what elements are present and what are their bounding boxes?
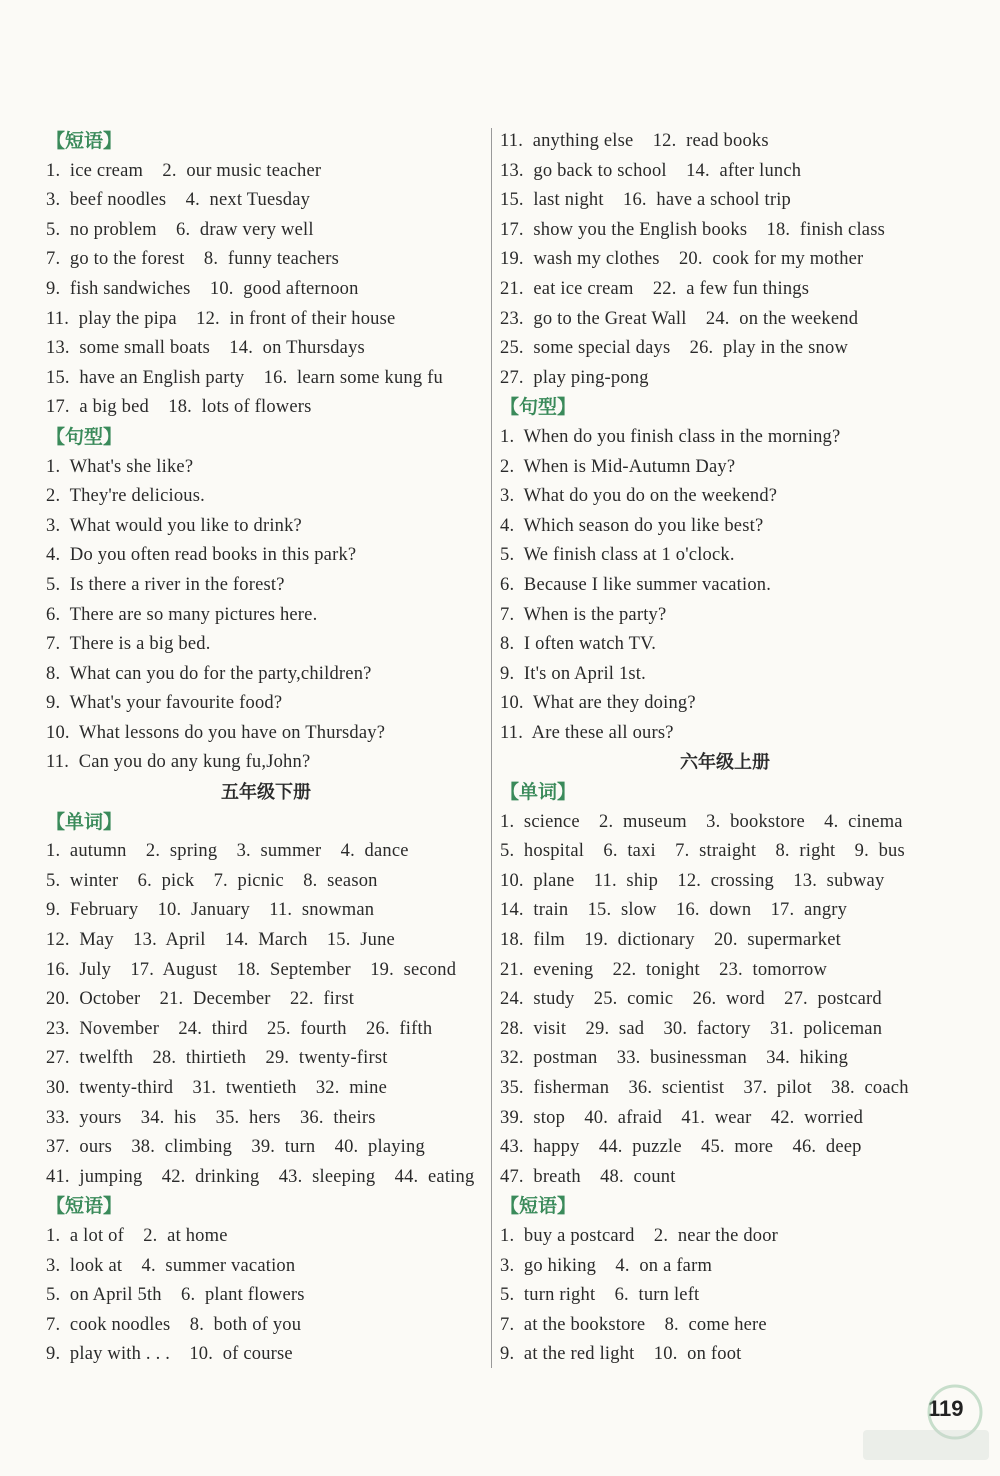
- answer-line: 14. train 15. slow 16. down 17. angry: [500, 900, 848, 921]
- answer-line: 5. turn right 6. turn left: [500, 1285, 700, 1306]
- left-column: [46, 127, 486, 1370]
- answer-line: 5. hospital 6. taxi 7. straight 8. right 9. bus: [500, 841, 905, 862]
- answer-line: 17. show you the English books 18. finish class: [500, 219, 886, 240]
- answer-line: 1. buy a postcard 2. near the door: [500, 1225, 779, 1246]
- answer-line: 9. What's your favourite food?: [46, 693, 283, 714]
- answer-line: 7. at the bookstore 8. come here: [500, 1314, 767, 1335]
- answer-line: 30. twenty-third 31. twentieth 32. mine: [46, 1078, 388, 1098]
- watermark-logo: [855, 1380, 995, 1470]
- answer-line: 5. We finish class at 1 o'clock.: [500, 545, 735, 566]
- answer-line: 3. What do you do on the weekend?: [500, 486, 778, 507]
- answer-line: 37. ours 38. climbing 39. turn 40. playing: [46, 1137, 425, 1158]
- right-column: [500, 127, 950, 1370]
- section-heading: 【单词】: [46, 810, 123, 833]
- answer-line: 13. some small boats 14. on Thursdays: [46, 338, 365, 359]
- grade-title: 五年级下册: [221, 782, 311, 804]
- answer-line: 2. When is Mid-Autumn Day?: [500, 456, 736, 477]
- answer-line: 17. a big bed 18. lots of flowers: [46, 397, 312, 418]
- answer-line: 1. a lot of 2. at home: [46, 1225, 228, 1246]
- grade-title: 六年级上册: [680, 752, 770, 774]
- answer-line: 10. What lessons do you have on Thursday?: [46, 722, 386, 743]
- answer-line: 7. When is the party?: [500, 604, 667, 625]
- section-heading: 【单词】: [500, 781, 577, 804]
- answer-line: 9. fish sandwiches 10. good afternoon: [46, 278, 359, 299]
- answer-line: 11. Are these all ours?: [500, 722, 674, 743]
- answer-line: 21. eat ice cream 22. a few fun things: [500, 278, 810, 299]
- answer-line: 43. happy 44. puzzle 45. more 46. deep: [500, 1137, 862, 1158]
- answer-line: 24. study 25. comic 26. word 27. postcard: [500, 989, 882, 1010]
- section-heading: 【短语】: [46, 1195, 123, 1218]
- answer-line: 4. Do you often read books in this park?: [46, 545, 357, 566]
- answer-line: 5. no problem 6. draw very well: [46, 219, 314, 240]
- answer-line: 13. go back to school 14. after lunch: [500, 160, 802, 181]
- answer-line: 18. film 19. dictionary 20. supermarket: [500, 930, 841, 951]
- section-heading: 【短语】: [46, 130, 123, 152]
- answer-line: 1. science 2. museum 3. bookstore 4. cinema: [500, 811, 903, 832]
- answer-line: 1. ice cream 2. our music teacher: [46, 160, 322, 181]
- answer-line: 1. What's she like?: [46, 456, 194, 477]
- answer-line: 33. yours 34. his 35. hers 36. theirs: [46, 1107, 376, 1128]
- answer-line: 19. wash my clothes 20. cook for my mother: [500, 249, 864, 270]
- answer-line: 12. May 13. April 14. March 15. June: [46, 930, 395, 951]
- answer-line: 3. What would you like to drink?: [46, 515, 302, 536]
- answer-line: 20. October 21. December 22. first: [46, 989, 355, 1010]
- answer-line: 10. What are they doing?: [500, 693, 696, 714]
- section-heading: 【短语】: [500, 1195, 577, 1218]
- answer-line: 15. have an English party 16. learn some kung fu: [46, 367, 443, 388]
- answer-line: 3. beef noodles 4. next Tuesday: [46, 190, 311, 211]
- page-number: 119: [928, 1396, 964, 1421]
- answer-line: 41. jumping 42. drinking 43. sleeping 44. eating: [46, 1166, 475, 1187]
- answer-line: 16. July 17. August 18. September 19. second: [46, 959, 457, 980]
- answer-line: 47. breath 48. count: [500, 1166, 676, 1187]
- answer-line: 11. play the pipa 12. in front of their house: [46, 308, 396, 329]
- answer-line: 1. autumn 2. spring 3. summer 4. dance: [46, 841, 409, 862]
- answer-line: 32. postman 33. businessman 34. hiking: [500, 1048, 849, 1069]
- answer-line: 3. look at 4. summer vacation: [46, 1255, 296, 1276]
- answer-line: 11. anything else 12. read books: [500, 131, 769, 151]
- answer-line: 2. They're delicious.: [46, 486, 205, 507]
- section-heading: 【句型】: [46, 425, 123, 448]
- answer-line: 8. What can you do for the party,children?: [46, 663, 372, 684]
- answer-line: 1. When do you finish class in the morning?: [500, 426, 841, 447]
- answer-line: 9. at the red light 10. on foot: [500, 1344, 742, 1365]
- answer-line: 23. November 24. third 25. fourth 26. fifth: [46, 1018, 433, 1039]
- answer-line: 10. plane 11. ship 12. crossing 13. subway: [500, 870, 885, 891]
- answer-line: 27. twelfth 28. thirtieth 29. twenty-first: [46, 1048, 388, 1069]
- answer-line: 7. go to the forest 8. funny teachers: [46, 249, 340, 270]
- answer-line: 39. stop 40. afraid 41. wear 42. worried: [500, 1107, 864, 1128]
- answer-line: 6. Because I like summer vacation.: [500, 574, 772, 595]
- answer-line: 21. evening 22. tonight 23. tomorrow: [500, 959, 828, 980]
- answer-line: 5. Is there a river in the forest?: [46, 574, 285, 595]
- answer-line: 5. winter 6. pick 7. picnic 8. season: [46, 870, 378, 891]
- answer-line: 9. play with . . . 10. of course: [46, 1344, 293, 1365]
- answer-line: 9. It's on April 1st.: [500, 663, 646, 684]
- answer-line: 3. go hiking 4. on a farm: [500, 1255, 713, 1276]
- answer-line: 23. go to the Great Wall 24. on the weekend: [500, 308, 859, 329]
- answer-line: 28. visit 29. sad 30. factory 31. policeman: [500, 1018, 883, 1039]
- answer-line: 25. some special days 26. play in the snow: [500, 338, 849, 359]
- answer-line: 7. There is a big bed.: [46, 634, 211, 655]
- answer-line: 7. cook noodles 8. both of you: [46, 1314, 302, 1335]
- answer-line: 6. There are so many pictures here.: [46, 604, 318, 625]
- answer-line: 27. play ping-pong: [500, 367, 649, 388]
- section-heading: 【句型】: [500, 396, 577, 419]
- answer-line: 9. February 10. January 11. snowman: [46, 900, 375, 921]
- column-divider: [491, 128, 492, 1368]
- answer-line: 15. last night 16. have a school trip: [500, 190, 791, 211]
- answer-line: 35. fisherman 36. scientist 37. pilot 38. coach: [500, 1078, 909, 1098]
- answer-line: 8. I often watch TV.: [500, 634, 657, 655]
- answer-line: 5. on April 5th 6. plant flowers: [46, 1285, 305, 1306]
- answer-line: 4. Which season do you like best?: [500, 515, 764, 536]
- answer-line: 11. Can you do any kung fu,John?: [46, 752, 311, 773]
